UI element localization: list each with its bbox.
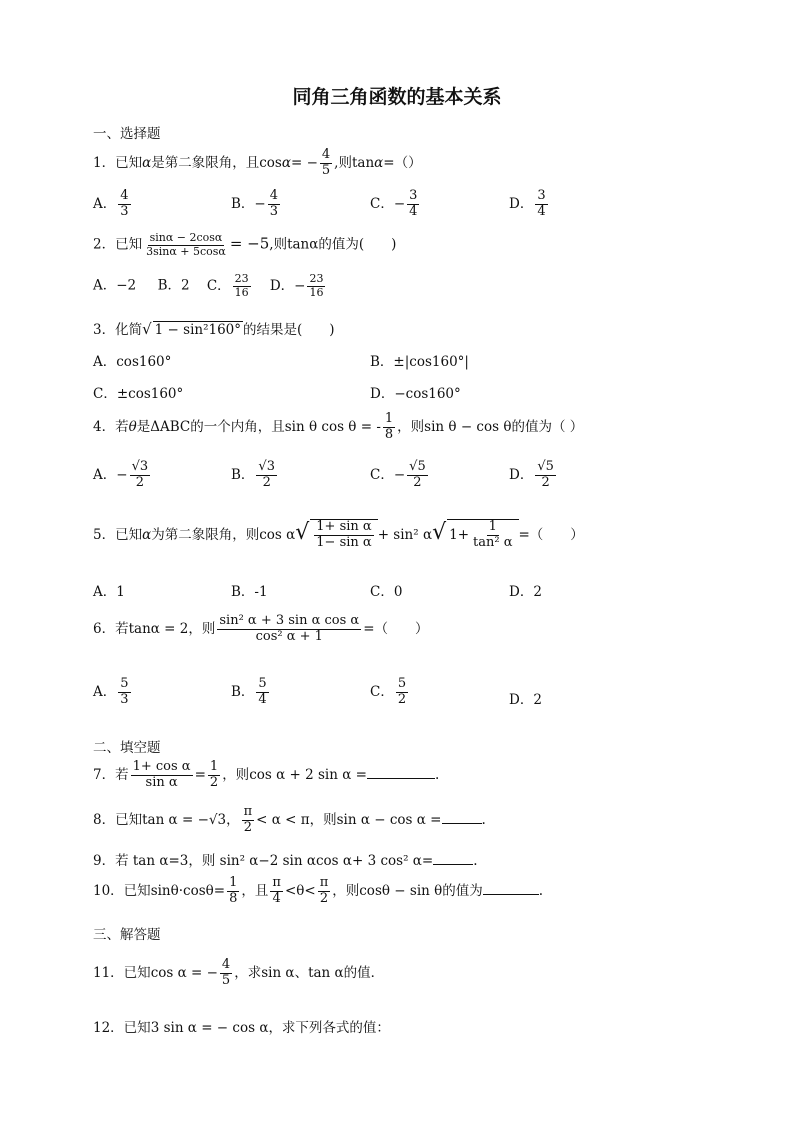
q6-fraction: $\frac{\text{sin² α + 3 sin α cos α}}{\text{cos² α + 1}}$ [219,613,360,644]
q3-option-b: B．±|cos160°| [370,354,469,370]
question-7: 7．若 $\frac{\text{1+ cos α}}{\text{sin α}}$ = $\frac{1}{2}$ ，则cos α + 2 sin α = . [93,759,440,790]
section-heading-solve: 三、解答题 [93,927,161,943]
q4-option-b: B． $\frac{√3}{2}$ [231,459,275,490]
section-heading-choice: 一、选择题 [93,126,161,142]
question-2: 2．已知 $\frac{\sin\alpha - 2\cos\alpha}{3\sin\alpha + 5\cos\alpha}$ = −5,则tanα的值为( ) [93,231,397,258]
q2-fraction: $\frac{\sin\alpha - 2\cos\alpha}{3\sin\alpha + 5\cos\alpha}$ [146,231,226,258]
q3-option-d: D．−cos160° [370,386,461,402]
page-title: 同角三角函数的基本关系 [292,86,502,108]
q1-cos: cos [259,154,282,171]
q5-option-b: B．-1 [231,584,268,600]
q3-option-c: C．±cos160° [93,386,184,402]
q7-answer-blank[interactable] [367,778,435,779]
question-11: 11．已知cos α = − $\frac{4}{5}$ ，求sin α、tan α的值． [93,957,385,988]
question-1: 1．已知α是第二象限角，且cosα= − $\frac{4}{5}$ ,则tanα=（） [93,147,422,178]
q1-alpha: α [142,154,152,171]
q3-option-a: A．cos160° [93,354,172,370]
q6-option-b: B． $\frac{5}{4}$ [231,676,267,707]
q2-option-d: D．− $\frac{23}{16}$ [269,272,324,299]
q1-option-c: C．− $\frac{3}{4}$ [370,188,418,219]
q6-option-d: D．2 [509,692,542,708]
question-10: 10．已知sinθ·cosθ= $\frac{1}{8}$ ，且 $\frac{\pi}{4}$ <θ< $\frac{\pi}{2}$ ，则cosθ − sin θ的值为 . [93,875,544,906]
q1-fraction: $\frac{4}{5}$ [321,147,331,178]
q2-option-a: A．−2 [93,277,137,294]
q5-option-d: D．2 [509,584,542,600]
question-9: 9．若 tan α=3，则 sin² α−2 sin αcos α+ 3 cos² α= . [93,853,478,869]
q1-option-d: D． $\frac{3}{4}$ [509,188,546,219]
q2-options [93,273,327,299]
q6-option-a: A． $\frac{5}{3}$ [93,676,129,707]
question-12: 12．已知3 sin α = − cos α，求下列各式的值： [93,1020,390,1036]
question-3: 3．化简√ 1 − sin²160° 的结果是( ) [93,320,335,338]
question-5: 5．已知α为第二象限角，则cos α√ $\frac{\text{1+ sin α}}{\text{1− sin α}}$ + sin² α√ 1+ $\frac{1}{\text{tan² α}}$ =（ ） [93,519,584,550]
q4-option-d: D． $\frac{√5}{2}$ [509,459,554,490]
q1-middle: 是第二象限角，且 [151,154,260,171]
q4-option-a: A．− $\frac{√3}{2}$ [93,459,149,490]
q4-option-c: C．− $\frac{√5}{2}$ [370,459,426,490]
q2-option-b: B．2 [157,277,190,294]
q8-answer-blank[interactable] [442,823,482,824]
question-8: 8．已知tan α = −√3， $\frac{\pi}{2}$ < α < π，则sin α − cos α = . [93,804,486,835]
q1-prefix: 1．已知 [93,154,143,171]
q9-answer-blank[interactable] [433,864,473,865]
q6-option-c: C． $\frac{5}{2}$ [370,676,407,707]
q5-option-a: A．1 [93,584,125,600]
question-4: 4．若θ是ΔABC的一个内角，且sin θ cos θ = - $\frac{1}{8}$ ，则sin θ − cos θ的值为（ ） [93,411,584,442]
q2-option-c: C． $\frac{23}{16}$ [206,272,249,299]
section-heading-fill: 二、填空题 [93,740,161,756]
question-6: 6．若tanα = 2，则 $\frac{\text{sin² α + 3 sin α cos α}}{\text{cos² α + 1}}$ =（ ） [93,613,429,644]
q1-option-b: B．− $\frac{4}{3}$ [231,188,279,219]
q1-option-a: A． $\frac{4}{3}$ [93,188,129,219]
q10-answer-blank[interactable] [483,894,539,895]
q5-option-c: C．0 [370,584,403,600]
q3-radicand: 1 − sin²160° [154,322,242,338]
